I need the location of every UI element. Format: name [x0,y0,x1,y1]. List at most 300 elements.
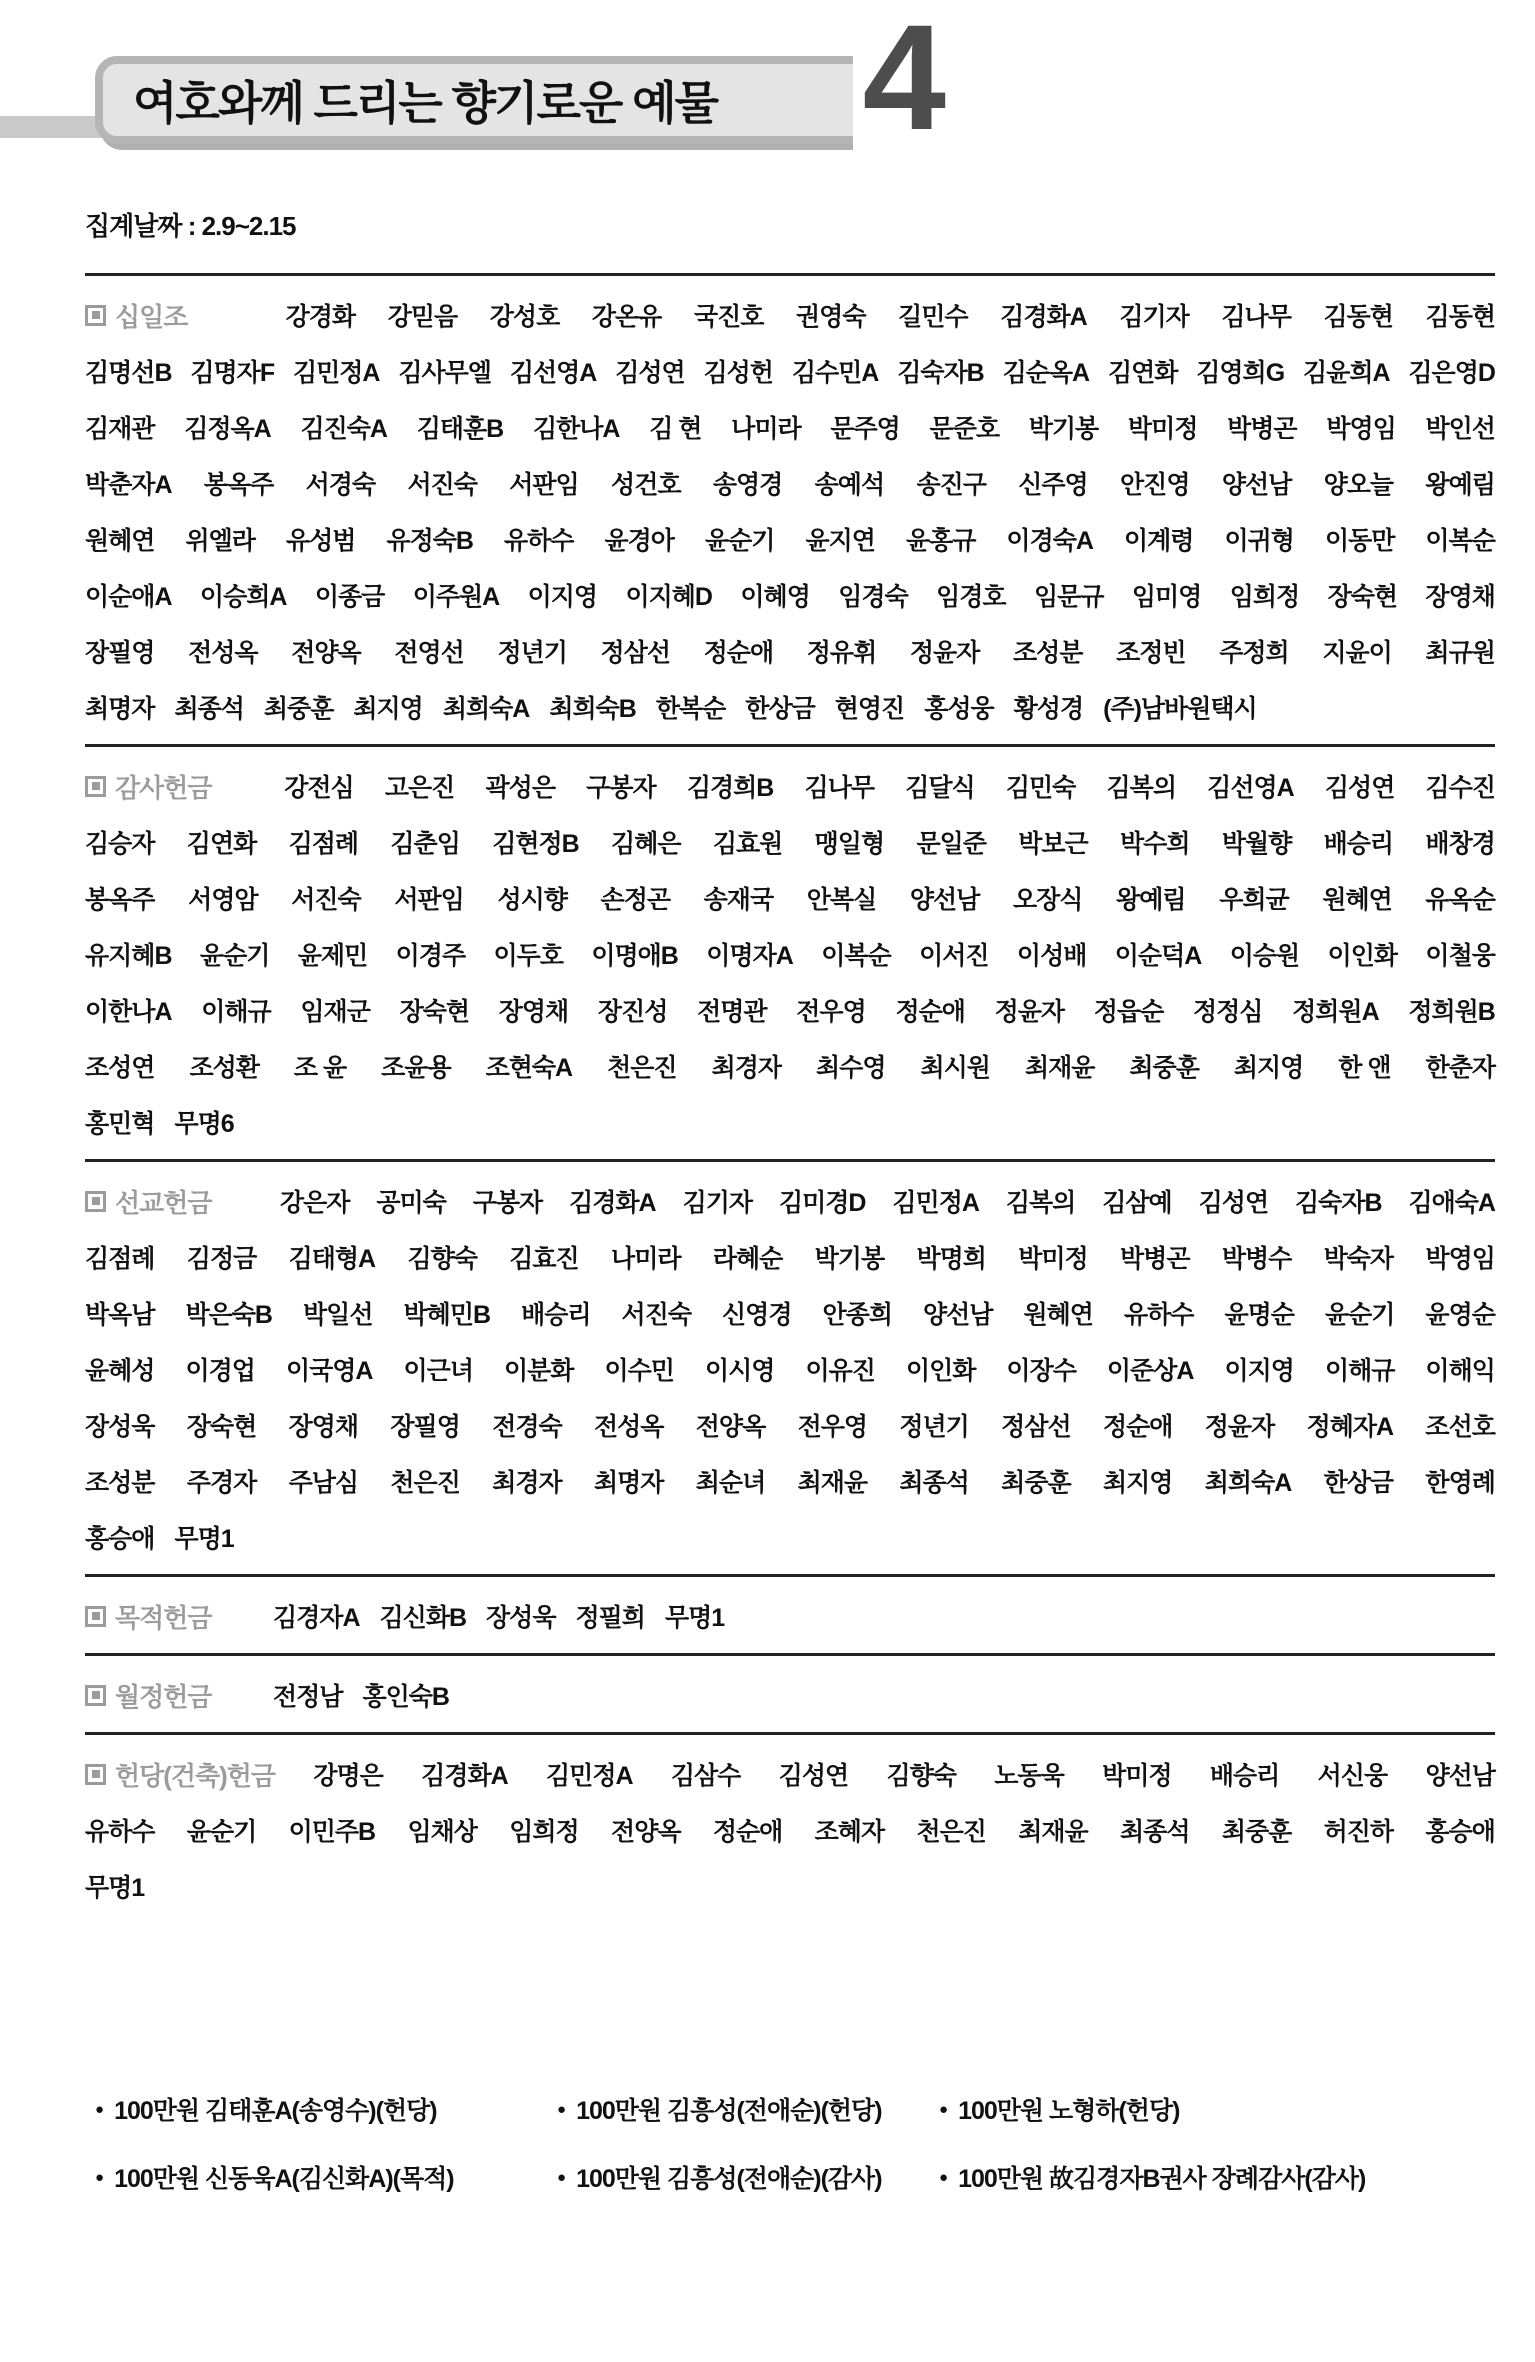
donor-name: 장성욱 [486,1604,556,1632]
donor-name: 봉옥주 [203,471,274,499]
section-label-thanksgiving [85,768,253,805]
donor-name: 주정희 [1219,639,1289,667]
donor-name: 윤순기 [1324,1301,1395,1329]
donor-name: 강명은 [313,1762,383,1790]
donor-name: 최재윤 [1018,1818,1088,1846]
name-row [85,567,1495,623]
donor-name: 전성옥 [593,1413,664,1441]
donor-name: 신영경 [722,1301,792,1329]
donor-name: 전양옥 [695,1413,766,1441]
footnote-text: 100만원 김흥성(전애순)(헌당) [576,2097,882,2125]
donor-name: 정윤자 [909,639,980,667]
donor-name: 김은영D [1408,359,1495,387]
donor-name: 김나무 [1221,303,1291,331]
donor-name: 조성환 [189,1054,259,1082]
footnote-item [939,2091,1495,2127]
donor-name: 김정금 [186,1245,257,1273]
donor-name: 김 현 [649,415,702,443]
section-purpose [85,1574,1495,1653]
donor-name: 유지혜B [85,942,172,970]
donor-name: 김진숙A [300,415,387,443]
donor-name: 김나무 [804,774,874,802]
donor-name: 임경숙 [838,583,908,611]
donor-name: 이두호 [493,942,563,970]
donor-name: 한복순 [655,695,726,723]
donor-name: 김향숙 [407,1245,477,1273]
bullet-icon: ● [557,2168,566,2186]
donor-name: 김효진 [509,1245,579,1273]
donor-name: 윤순기 [186,1818,257,1846]
footnote-text: 100만원 김흥성(전애순)(감사) [576,2165,882,2193]
donor-name: 정삼선 [1001,1413,1071,1441]
donor-name: 공미숙 [376,1189,446,1217]
donor-name: 강온유 [591,303,662,331]
donor-name: 김수민A [791,359,879,387]
donor-name: 유정숙B [386,527,473,555]
donor-name: 김애숙A [1408,1189,1495,1217]
donor-name: 무명1 [664,1604,725,1632]
donor-name: 박일선 [303,1301,373,1329]
name-row [85,1094,1495,1150]
donor-name: 최희숙A [1204,1469,1292,1497]
donor-name: 김정옥A [184,415,271,443]
name-row [85,1173,1495,1229]
donor-name: 최수영 [816,1054,886,1082]
donor-name: 강경화 [285,303,356,331]
donor-name: 이복순 [821,942,891,970]
offering-sections [85,273,1495,1923]
donor-name: 이지영 [1224,1357,1294,1385]
donor-name: 정윤자 [1204,1413,1275,1441]
donor-name: 강성호 [489,303,560,331]
donor-name: 장숙현 [186,1413,257,1441]
donor-name: 이준상A [1106,1357,1194,1385]
donor-name: 박병수 [1221,1245,1292,1273]
donor-name: 김삼예 [1102,1189,1172,1217]
donor-name: 이성배 [1016,942,1087,970]
page-title: 여호와께 드리는 향기로운 예물 [133,77,718,129]
donor-name: 최재윤 [797,1469,868,1497]
donor-name: 송영경 [712,471,783,499]
donor-name: 박미정 [1018,1245,1088,1273]
donor-name: 권영숙 [796,303,866,331]
donor-name: 이명애B [591,942,678,970]
donor-name: 김현정B [492,830,579,858]
donor-name: 박월향 [1221,830,1292,858]
section-square-icon [85,1191,106,1212]
donor-name: 정순애 [712,1818,783,1846]
donor-name: 최종석 [899,1469,969,1497]
donor-name: 최중훈 [1001,1469,1071,1497]
donor-name: 홍인숙B [362,1683,449,1711]
donor-name: 조선호 [1425,1413,1495,1441]
donor-name: 이명자A [706,942,793,970]
donor-name: 이장수 [1006,1357,1076,1385]
donor-name: 정필희 [575,1604,645,1632]
donor-name: 배창경 [1425,830,1495,858]
donor-name: 서진숙 [621,1301,691,1329]
donor-name: 조성분 [1012,639,1083,667]
donor-name: 김민숙 [1005,774,1076,802]
bullet-icon: ● [95,2168,104,2186]
donor-name: 윤순기 [704,527,775,555]
donor-name: 이동만 [1324,527,1395,555]
special-offering-footnotes [95,2091,1495,2195]
name-row [85,814,1495,870]
donor-name: 최종석 [174,695,244,723]
donor-name: 김혜은 [611,830,681,858]
donor-name: 전양옥 [291,639,361,667]
donor-name: 신주영 [1018,471,1088,499]
bullet-icon: ● [95,2100,104,2118]
donor-name: 문일준 [916,830,986,858]
section-square-icon [85,776,106,797]
donor-name: 김점례 [288,830,359,858]
donor-name: 한상금 [745,695,815,723]
donor-name: 이시영 [704,1357,775,1385]
section-monthly [85,1653,1495,1732]
donor-name: 홍성웅 [924,695,994,723]
footnote-text: 100만원 신동욱A(김신화A)(목적) [114,2165,454,2193]
name-row [85,679,1495,735]
donor-name: 김태훈B [416,415,504,443]
donor-name: 국진호 [693,303,764,331]
donor-name: 정순애 [703,639,774,667]
donor-name: 유옥순 [1425,886,1495,914]
donor-name: 김경화A [1000,303,1087,331]
donor-name: 윤순기 [199,942,270,970]
donor-name: 장영채 [288,1413,359,1441]
donor-name: 왕예림 [1116,886,1186,914]
donor-name: 유하수 [504,527,574,555]
donor-name: 박미정 [1102,1762,1172,1790]
donor-name: 안종희 [822,1301,892,1329]
donor-name: 서영암 [188,886,258,914]
donor-name: 김사무엘 [398,359,491,387]
page-number: 4 [853,4,956,151]
donor-name: 박춘자A [85,471,172,499]
donor-name: 주경자 [186,1469,257,1497]
donor-name: 김기자 [682,1189,753,1217]
donor-name: 이해규 [201,998,271,1026]
footnote-item [95,2091,557,2127]
name-row [85,1509,1495,1565]
name-row [85,623,1495,679]
donor-name: 김윤희A [1303,359,1390,387]
donor-name: 이민주B [288,1818,376,1846]
donor-name: 한상금 [1323,1469,1394,1497]
donor-name: 김동현 [1323,303,1393,331]
name-row [85,870,1495,926]
footnote-text: 100만원 김태훈A(송영수)(헌당) [114,2097,437,2125]
footnote-item [557,2091,939,2127]
donor-name: 이철웅 [1425,942,1495,970]
donor-name: 김동현 [1425,303,1495,331]
section-label-text: 월정헌금 [115,1681,212,1712]
donor-name: 정윤자 [994,998,1065,1026]
donor-name: 배승리 [1209,1762,1280,1790]
donor-name: 정순애 [895,998,965,1026]
donor-name: 김효원 [712,830,783,858]
donor-name: 김향숙 [886,1762,956,1790]
donor-name: 강믿음 [387,303,458,331]
donor-name: 이수민 [604,1357,674,1385]
donor-name: 홍민혁 [85,1110,155,1138]
donor-name: 임문규 [1033,583,1104,611]
donor-name: 양선남 [923,1301,993,1329]
donor-name: 최시원 [920,1054,990,1082]
donor-name: 정읍순 [1093,998,1164,1026]
name-row [85,1038,1495,1094]
donor-name: 김미경D [778,1189,866,1217]
donor-name: 최명자 [85,695,155,723]
donor-name: 전성옥 [188,639,258,667]
section-square-icon [85,305,106,326]
name-row [85,1453,1495,1509]
donor-name: 박병곤 [1227,415,1297,443]
donor-name: 최경자 [492,1469,562,1497]
donor-name: 주남심 [288,1469,359,1497]
section-square-icon [85,1764,106,1785]
donor-name: 전명관 [697,998,767,1026]
name-row [85,1588,1495,1644]
name-row [85,343,1495,399]
donor-name: 임미영 [1131,583,1202,611]
donor-name: 천은진 [390,1469,460,1497]
donor-name: 전경숙 [492,1413,562,1441]
section-label-text: 선교헌금 [115,1187,212,1218]
donor-name: 정정심 [1192,998,1263,1026]
section-square-icon [85,1685,106,1706]
donor-name: 최지영 [1233,1054,1304,1082]
donor-name: 김경자A [273,1604,360,1632]
donor-name: 최희숙A [442,695,530,723]
section-mission [85,1159,1495,1574]
donor-name: 조윤용 [381,1054,451,1082]
donor-name: 최명자 [593,1469,664,1497]
donor-name: 김연화 [186,830,257,858]
donor-name: 김달식 [905,774,975,802]
donor-name: 김재관 [85,415,155,443]
donor-name: 성시향 [497,886,567,914]
donor-name: 박인선 [1425,415,1495,443]
donor-name: 양오늘 [1323,471,1394,499]
donor-name: 원혜연 [1023,1301,1093,1329]
donor-name: 안복실 [806,886,877,914]
donor-name: 정년기 [899,1413,969,1441]
donor-name: 강은자 [279,1189,350,1217]
donor-name: 박미정 [1127,415,1198,443]
donor-name: 이지영 [527,583,598,611]
donor-name: 최희숙B [549,695,636,723]
donor-name: 김민정A [292,359,380,387]
donor-name: 최중훈 [1221,1818,1292,1846]
donor-name: 김성연 [1324,774,1395,802]
donor-name: 김선영A [1207,774,1294,802]
name-row [85,1341,1495,1397]
donor-name: 김삼수 [670,1762,741,1790]
donor-name: 김경희B [686,774,774,802]
donor-name: 김영희G [1196,359,1285,387]
bullet-icon: ● [939,2100,948,2118]
donor-name: 한춘자 [1425,1054,1495,1082]
section-label-text: 감사헌금 [115,772,212,803]
donor-name: 장숙현 [399,998,470,1026]
donor-name: 장필영 [390,1413,460,1441]
donor-name: 천은진 [607,1054,677,1082]
donor-name: 김명선B [85,359,172,387]
donor-name: 한 앤 [1338,1054,1391,1082]
donor-name: 김복의 [1106,774,1176,802]
donor-name: 김태형A [288,1245,376,1273]
donor-name: 전양옥 [611,1818,681,1846]
section-square-icon [85,1606,106,1627]
donor-name: 배승리 [1323,830,1394,858]
donor-name: 박기봉 [814,1245,885,1273]
donor-name: 박영임 [1425,1245,1495,1273]
donor-name: 한영례 [1425,1469,1495,1497]
donor-name: 장숙현 [1327,583,1398,611]
donor-name: 이해규 [1324,1357,1395,1385]
footnote-item [939,2159,1495,2195]
donor-name: 장성욱 [85,1413,155,1441]
donor-name: 박병곤 [1120,1245,1190,1273]
donor-name: 김성연 [778,1762,849,1790]
donor-name: 윤명순 [1224,1301,1294,1329]
section-label-building [85,1756,275,1793]
section-label-text: 십일조 [115,301,188,332]
donor-name: 김성연 [1198,1189,1269,1217]
section-tithe [85,273,1495,744]
donor-name: 조성분 [85,1469,155,1497]
section-label-mission [85,1183,253,1220]
donor-name: 김성헌 [703,359,773,387]
donor-name: 임경호 [936,583,1006,611]
donor-name: 이주원A [412,583,500,611]
donor-name: 구봉자 [472,1189,543,1217]
donor-name: 윤경아 [604,527,674,555]
donor-name: 이귀형 [1224,527,1294,555]
name-row [85,1229,1495,1285]
donor-name: 천은진 [916,1818,986,1846]
donor-name: 맹일형 [814,830,885,858]
donor-name: 송예석 [814,471,885,499]
donor-name: 서판임 [509,471,579,499]
name-row [85,455,1495,511]
donor-name: 전정남 [273,1683,343,1711]
donor-name: 성건호 [611,471,681,499]
donor-name: 양선남 [909,886,980,914]
donor-name: 김복의 [1005,1189,1076,1217]
donor-name: 양선남 [1425,1762,1495,1790]
donor-name: 지윤이 [1322,639,1392,667]
donor-name: 문준호 [929,415,999,443]
donor-name: 최종석 [1120,1818,1190,1846]
donor-name: 이승원 [1229,942,1300,970]
name-row [85,399,1495,455]
donor-name: 이국영A [285,1357,373,1385]
donor-name: 봉옥주 [85,886,155,914]
donor-name: 김한나A [532,415,620,443]
donor-name: 홍승애 [1425,1818,1495,1846]
donor-name: 이경업 [185,1357,255,1385]
donor-name: 서진숙 [291,886,361,914]
donor-name: 원혜연 [85,527,155,555]
donor-name: 김춘임 [390,830,460,858]
donor-name: 장영채 [498,998,569,1026]
donor-name: 조현숙A [485,1054,573,1082]
donor-name: 조혜자 [814,1818,885,1846]
donor-name: 임희정 [509,1818,579,1846]
bullet-icon: ● [557,2100,566,2118]
donor-name: 이순애A [85,583,172,611]
donor-name: 최규원 [1425,639,1495,667]
donor-name: 구봉자 [586,774,656,802]
header [95,0,946,161]
donor-name: 이인화 [1327,942,1398,970]
footnote-text: 100만원 노형하(헌당) [958,2097,1180,2125]
donor-name: 송진구 [916,471,986,499]
donor-name: 임희정 [1229,583,1300,611]
donor-name: 서진숙 [407,471,477,499]
name-row [85,926,1495,982]
donor-name: 박혜민B [403,1301,491,1329]
donor-name: 윤홍규 [905,527,976,555]
donor-name: 김순옥A [1002,359,1090,387]
donor-name: 전우영 [796,998,866,1026]
footnote-item [557,2159,939,2195]
donor-name: 정삼선 [600,639,670,667]
section-label-monthly [85,1677,253,1714]
footnote-item [95,2159,557,2195]
donor-name: 김숙자B [1295,1189,1382,1217]
donor-name: 유하수 [1123,1301,1194,1329]
donor-name: 최순녀 [695,1469,766,1497]
donor-name: 노동욱 [994,1762,1064,1790]
donor-name: 나미라 [731,415,801,443]
donor-name: 현영진 [834,695,905,723]
donor-name: 최중훈 [1129,1054,1199,1082]
donor-name: 안진영 [1120,471,1190,499]
donor-name: 고은진 [384,774,455,802]
donor-name: 양선남 [1221,471,1292,499]
donor-name: 정유휘 [806,639,877,667]
donor-name: 왕예림 [1425,471,1495,499]
donor-name: 정년기 [497,639,567,667]
donor-name: 이계령 [1123,527,1194,555]
donor-name: 이유진 [805,1357,875,1385]
section-label-text: 목적헌금 [115,1602,212,1633]
name-row [85,287,1495,343]
donor-name: 박명희 [916,1245,986,1273]
donor-name: 문주영 [830,415,900,443]
donor-name: 김숙자B [897,359,984,387]
donor-name: 이지혜D [625,583,712,611]
donor-name: 김명자F [190,359,275,387]
donor-name: 김경화A [569,1189,656,1217]
donor-name: 이인화 [905,1357,976,1385]
donor-name: 최지영 [1102,1469,1173,1497]
donor-name: 이분화 [504,1357,574,1385]
bullet-icon: ● [939,2168,948,2186]
donor-name: 김연화 [1107,359,1178,387]
donor-name: 전우영 [797,1413,868,1441]
donor-name: 유성범 [285,527,356,555]
donor-name: 허진하 [1323,1818,1394,1846]
donor-name: 정혜자A [1306,1413,1394,1441]
donor-name: 이승희A [199,583,287,611]
donor-name: 배승리 [521,1301,591,1329]
